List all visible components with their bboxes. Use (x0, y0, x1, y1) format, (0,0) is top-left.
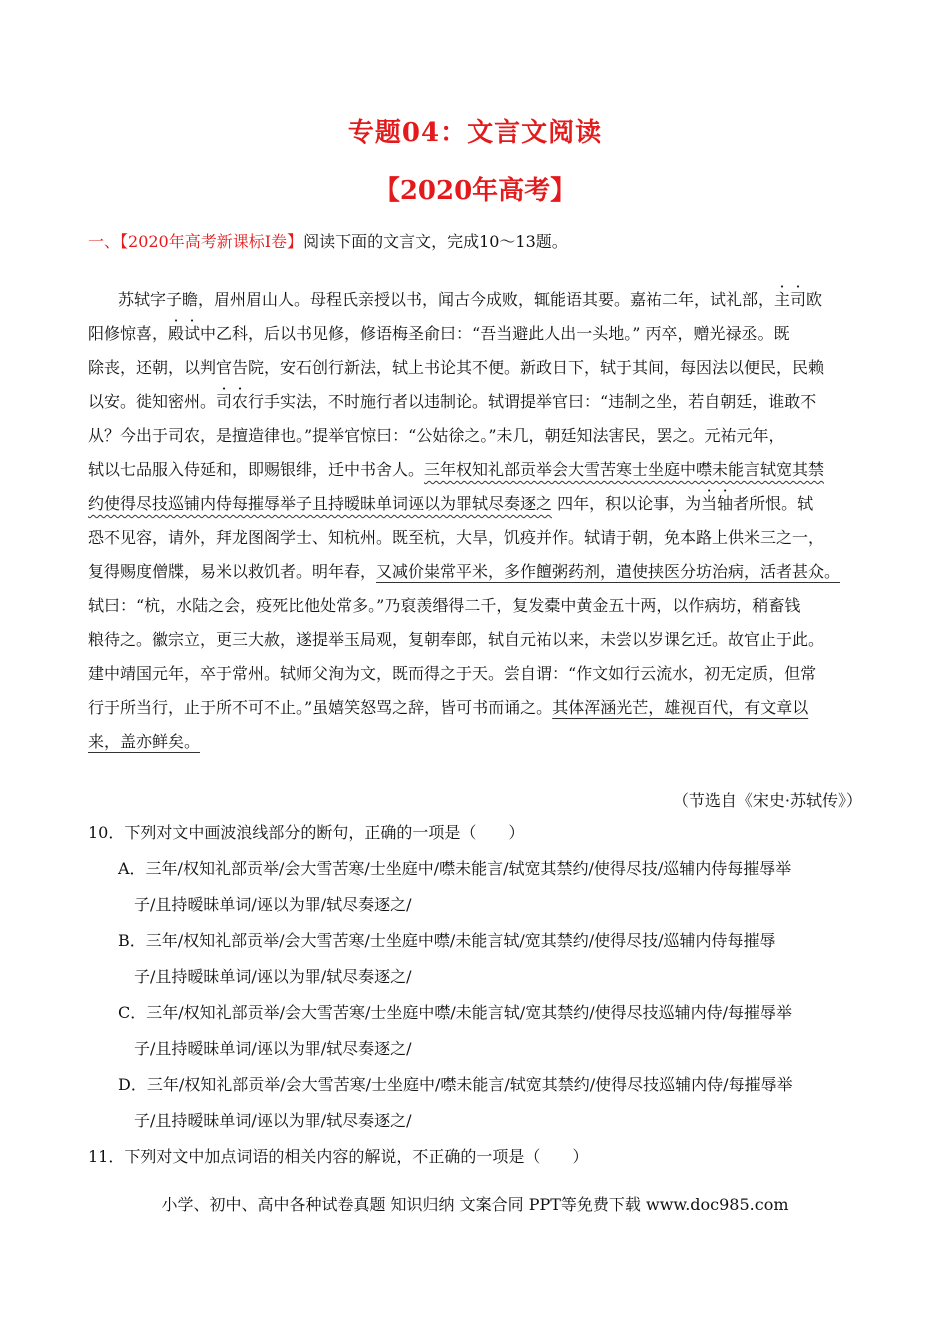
passage-line (88, 493, 868, 527)
page-subtitle: 【2020年高考】 (373, 176, 577, 206)
page-title: 专题04：文言文阅读 (347, 118, 603, 148)
option-d-continued: 子/且持暧昧单词/诬以为罪/轼尽奏逐之/ (134, 1111, 412, 1130)
question-intro (88, 229, 568, 252)
passage-line (88, 323, 868, 357)
passage-text: 行手实法，不时施行者以违制论。轼谓提举官曰：“违制之坐，若自朝廷，谁敢不 (248, 392, 817, 411)
underlined-text: 来，盖亦鲜矣。 (88, 732, 201, 751)
passage-line: 恐不见容，请外，拜龙图阁学士、知杭州。既至杭，大旱，饥疫并作。轼请于朝，免本路上供米三之一， (88, 528, 825, 547)
exam-tag: 【2020年高考新课标Ⅰ卷】 (120, 232, 304, 251)
question-number: 一、 (88, 232, 121, 251)
dotted-char: 试 (184, 324, 201, 343)
passage-text: 以安。徙知密州。 (88, 392, 217, 411)
option-a-continued: 子/且持暧昧单词/诬以为罪/轼尽奏逐之/ (134, 895, 412, 914)
passage-line (88, 391, 868, 425)
dotted-char: 轴 (717, 494, 734, 513)
question-10-stem: 10．下列对文中画波浪线部分的断句，正确的一项是（ ） (88, 823, 525, 842)
passage-line: 建中靖国元年，卒于常州。轼师父洵为文，既而得之于天。尝自谓：“作文如行云流水，初无定质，但常 (88, 664, 817, 683)
passage-line (88, 289, 868, 323)
questions-block (88, 822, 878, 1182)
passage-text: 中乙科，后以书见修，修语梅圣俞曰：“吾当避此人出一头地。” 丙卒，赠光禄丞。既 (200, 324, 790, 343)
instruction-text: 阅读下面的文言文，完成10～13题。 (303, 232, 568, 251)
underlined-text: 其体浑涵光芒，雄视百代，有文章以 (552, 698, 809, 717)
passage-line: 除丧，还朝，以判官告院，安石创行新法，轼上书论其不便。新政日下，轼于其间，每因法以便民，民赖 (88, 358, 825, 377)
dotted-char: 当 (701, 494, 718, 513)
passage-text: 行于所当行，止于所不可不止。”虽嬉笑怒骂之辞，皆可书而诵之。 (88, 698, 553, 717)
passage-text: 苏轼字子瞻，眉州眉山人。母程氏亲授以书，闻古今成败，辄能语其要。嘉祐二年，试礼部， (118, 290, 775, 309)
passage-text: 阳修惊喜， (88, 324, 169, 343)
passage-line (88, 459, 868, 493)
footer-text: 小学、初中、高中各种试卷真题 知识归纳 文案合同 PPT等免费下载 www.doc985.com (161, 1195, 789, 1214)
passage-text: 者所恨。轼 (733, 494, 814, 513)
wavy-underlined-text: 三年权知礼部贡举会大雪苦寒士坐庭中噤未能言轼宽其禁 (424, 460, 825, 479)
source-citation: （节选自《宋史·苏轼传》） (672, 791, 862, 810)
dotted-char: 殿 (168, 324, 185, 343)
classical-passage (88, 289, 868, 765)
passage-text: 四年，积以论事，为 (552, 494, 702, 513)
passage-line (88, 697, 868, 731)
dotted-char: 农 (232, 392, 249, 411)
option-b: B．三年/权知礼部贡举/会大雪苦寒/士坐庭中噤/未能言轼/宽其禁约/使得尽技/巡辅内侍每摧辱 (118, 931, 776, 950)
passage-line: 轼曰：“杭，水陆之会，疫死比他处常多。”乃裒羡缗得二千，复发橐中黄金五十两，以作病坊，稍畜钱 (88, 596, 801, 615)
passage-line (88, 731, 868, 765)
passage-text: 复得赐度僧牒，易米以救饥者。明年春， (88, 562, 377, 581)
option-d: D．三年/权知礼部贡举/会大雪苦寒/士坐庭中/噤未能言/轼宽其禁约/使得尽技巡辅内侍/每摧辱举 (118, 1075, 793, 1094)
passage-line: 粮待之。徽宗立，更三大赦，遂提举玉局观，复朝奉郎，轼自元祐以来，未尝以岁课乞迁。故官止于此。 (88, 630, 825, 649)
option-c: C．三年/权知礼部贡举/会大雪苦寒/士坐庭中噤/未能言轼/宽其禁约/使得尽技巡辅内侍/每摧辱举 (118, 1003, 792, 1022)
passage-text: 轼以七品服入侍延和，即赐银绯，迁中书舍人。 (88, 460, 425, 479)
passage-line: 从？今出于司农，是擅造律也。”提举官惊曰：“公姑徐之。”未几，朝廷知法害民，罢之。元祐元年， (88, 426, 785, 445)
dotted-char: 司 (216, 392, 233, 411)
passage-line (88, 561, 868, 595)
dotted-char: 主 (774, 290, 791, 309)
option-c-continued: 子/且持暧昧单词/诬以为罪/轼尽奏逐之/ (134, 1039, 412, 1058)
question-11-stem: 11．下列对文中加点词语的相关内容的解说，不正确的一项是（ ） (88, 1147, 589, 1166)
dotted-char: 司 (790, 290, 807, 309)
passage-text: 欧 (806, 290, 823, 309)
underlined-text: 又减价粜常平米，多作饘粥药剂，遣使挟医分坊治病，活者甚众。 (376, 562, 841, 581)
option-a: A．三年/权知礼部贡举/会大雪苦寒/士坐庭中/噤未能言/轼宽其禁约/使得尽技/巡辅内侍每摧辱举 (118, 859, 792, 878)
option-b-continued: 子/且持暧昧单词/诬以为罪/轼尽奏逐之/ (134, 967, 412, 986)
wavy-underlined-text: 约使得尽技巡铺内侍每摧辱举子且持暧昧单词诬以为罪轼尽奏逐之 (88, 494, 553, 513)
